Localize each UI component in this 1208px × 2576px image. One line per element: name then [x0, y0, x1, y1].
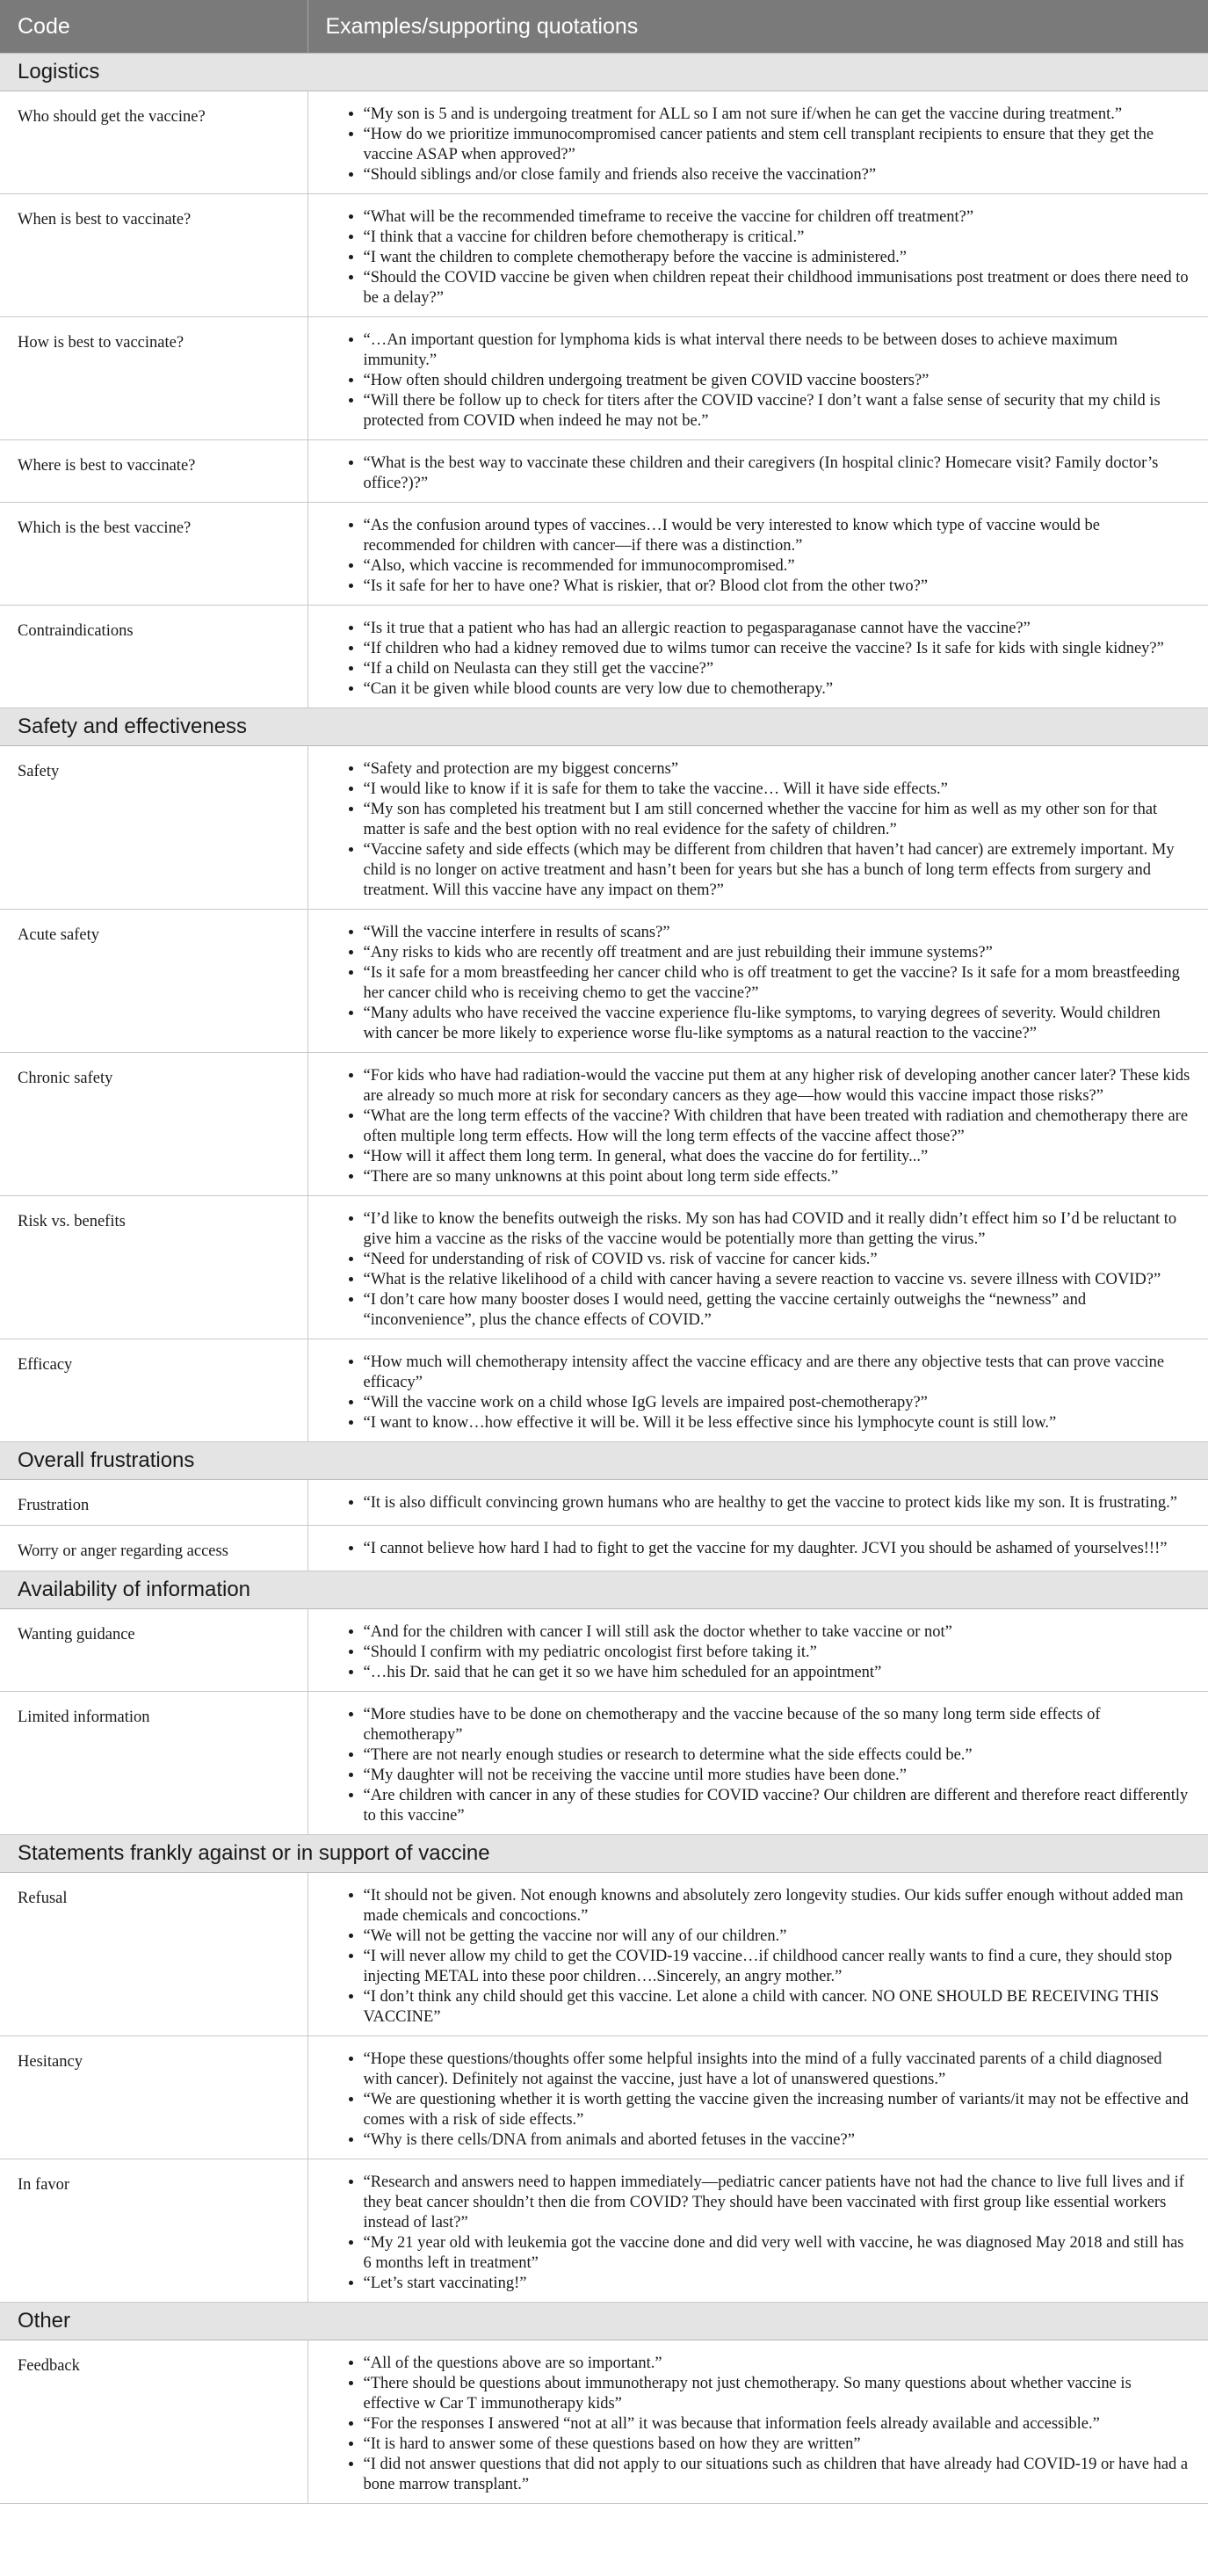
quotation-item: • “What is the relative likelihood of a child with cancer having a severe reaction to vaccine vs. severe illness with COVID?”	[364, 1270, 1191, 1290]
table-row	[0, 2159, 1208, 2303]
section-title: Availability of information	[0, 1571, 1208, 1609]
quotation-item: • “All of the questions above are so important.”	[364, 2354, 1191, 2374]
quotation-item: • “For kids who have had radiation-would the vaccine put them at any higher risk of developing another cancer later? These kids are already so much more at risk for secondary cancers as they age—how would this vaccine impact those risks?”	[364, 1066, 1191, 1107]
quotations-cell	[307, 1526, 1208, 1571]
quotation-item: • “Hope these questions/thoughts offer some helpful insights into the mind of a fully vaccinated parents of a child diagnosed with cancer). Definitely not against the vaccine, just have a lot of unanswered questions.”	[364, 2050, 1191, 2090]
quotation-item: • “Will there be follow up to check for titers after the COVID vaccine? I don’t want a false sense of security that my child is protected from COVID when indeed he may not be.”	[364, 391, 1191, 432]
quotation-item: • “For the responses I answered “not at all” it was because that information feels already available and accessible.”	[364, 2414, 1191, 2435]
quotation-item: • “Safety and protection are my biggest concerns”	[364, 759, 1191, 780]
quotation-item: • “What is the best way to vaccinate these children and their caregivers (In hospital clinic? Homecare visit? Family doctor’s office?)?”	[364, 454, 1191, 494]
quotation-item: • “How will it affect them long term. In general, what does the vaccine do for fertility...”	[364, 1147, 1191, 1167]
quotation-item: • “We are questioning whether it is worth getting the vaccine given the increasing number of variants/it may not be effective and comes with a risk of side effects.”	[364, 2090, 1191, 2130]
quotation-item: • “I did not answer questions that did not apply to our situations such as children that have already had COVID-19 or have had a bone marrow transplant.”	[364, 2455, 1191, 2495]
code-cell: Contraindications	[0, 606, 307, 708]
quotation-list	[335, 2354, 1191, 2495]
table-row	[0, 2036, 1208, 2159]
quotations-cell	[307, 1692, 1208, 1835]
quotations-cell	[307, 746, 1208, 910]
quotations-cell	[307, 91, 1208, 194]
table-row	[0, 1692, 1208, 1835]
section-title: Overall frustrations	[0, 1442, 1208, 1480]
table-row	[0, 440, 1208, 503]
table-row	[0, 910, 1208, 1053]
quotation-list	[335, 1066, 1191, 1187]
table-row	[0, 91, 1208, 194]
quotations-cell	[307, 2340, 1208, 2504]
code-cell: Efficacy	[0, 1339, 307, 1442]
code-cell: In favor	[0, 2159, 307, 2303]
quotation-item: • “Research and answers need to happen immediately—pediatric cancer patients have not had the chance to live full lives and if they beat cancer shouldn’t then die from COVID? They should have been vaccinated with first group like essential workers instead of last?”	[364, 2173, 1191, 2233]
code-cell: Where is best to vaccinate?	[0, 440, 307, 503]
quotation-item: • “Also, which vaccine is recommended for immunocompromised.”	[364, 556, 1191, 577]
quotations-cell	[307, 1480, 1208, 1526]
quotation-item: • “My son has completed his treatment but I am still concerned whether the vaccine for him as well as my other son for that matter is safe and the best option with no real evidence for the safety of children.”	[364, 800, 1191, 840]
quotations-cell	[307, 1339, 1208, 1442]
quotation-item: • “If children who had a kidney removed due to wilms tumor can receive the vaccine? Is it safe for kids with single kidney?”	[364, 639, 1191, 659]
code-cell: Wanting guidance	[0, 1609, 307, 1692]
quotation-item: • “Are children with cancer in any of these studies for COVID vaccine? Our children are different and therefore react differently to this vaccine”	[364, 1786, 1191, 1826]
table-row	[0, 746, 1208, 910]
quotation-list	[335, 1886, 1191, 2028]
quotations-cell	[307, 503, 1208, 606]
quotations-cell	[307, 317, 1208, 440]
quotation-item: • “It should not be given. Not enough knowns and absolutely zero longevity studies. Our kids suffer enough without added man made chemicals and concoctions.”	[364, 1886, 1191, 1927]
quotation-item: • “I want the children to complete chemotherapy before the vaccine is administered.”	[364, 248, 1191, 268]
quotation-item: • “It is also difficult convincing grown humans who are healthy to get the vaccine to protect kids like my son. It is frustrating.”	[364, 1493, 1191, 1513]
quotation-item: • “There are so many unknowns at this point about long term side effects.”	[364, 1167, 1191, 1187]
quotation-item: • “We will not be getting the vaccine nor will any of our children.”	[364, 1927, 1191, 1947]
quotation-list	[335, 2173, 1191, 2294]
quotation-list	[335, 1705, 1191, 1826]
quotation-item: • “I would like to know if it is safe for them to take the vaccine… Will it have side effects.”	[364, 780, 1191, 800]
quotations-cell	[307, 910, 1208, 1053]
quotation-item: • “There should be questions about immunotherapy not just chemotherapy. So many questions about whether vaccine is effective w Car T immunotherapy kids”	[364, 2374, 1191, 2414]
table-header-row	[0, 0, 1208, 54]
quotation-list	[335, 1209, 1191, 1331]
code-cell: Refusal	[0, 1873, 307, 2036]
code-cell: Hesitancy	[0, 2036, 307, 2159]
quotation-item: • “…his Dr. said that he can get it so we have him scheduled for an appointment”	[364, 1663, 1191, 1683]
quotation-item: • “Vaccine safety and side effects (which may be different from children that haven’t had cancer) are extremely important. My child is no longer on active treatment and hasn’t been for years but she has a bunch of long term effects from surgery and treatment. Will this vaccine have any impact on them?”	[364, 840, 1191, 901]
code-cell: Chronic safety	[0, 1053, 307, 1196]
quotation-list	[335, 759, 1191, 901]
quotation-list	[335, 923, 1191, 1044]
quotation-item: • “Should I confirm with my pediatric oncologist first before taking it.”	[364, 1643, 1191, 1663]
quotations-cell	[307, 1053, 1208, 1196]
quotation-list	[335, 454, 1191, 494]
quotation-item: • “I think that a vaccine for children before chemotherapy is critical.”	[364, 228, 1191, 248]
code-cell: Acute safety	[0, 910, 307, 1053]
quotation-item: • “Will the vaccine interfere in results of scans?”	[364, 923, 1191, 943]
quotation-item: • “Can it be given while blood counts are very low due to chemotherapy.”	[364, 679, 1191, 700]
quotations-cell	[307, 2159, 1208, 2303]
quotation-item: • “I don’t think any child should get this vaccine. Let alone a child with cancer. NO ONE SHOULD BE RECEIVING THIS VACCINE”	[364, 1987, 1191, 2028]
table-row	[0, 194, 1208, 317]
quotation-list	[335, 330, 1191, 432]
section-title: Statements frankly against or in support of vaccine	[0, 1835, 1208, 1873]
column-header-code: Code	[0, 0, 307, 54]
code-cell: Limited information	[0, 1692, 307, 1835]
quotation-item: • “My son is 5 and is undergoing treatment for ALL so I am not sure if/when he can get the vaccine during treatment.”	[364, 105, 1191, 125]
quotation-item: • “As the confusion around types of vaccines…I would be very interested to know which type of vaccine would be recommended for children with cancer—if there was a distinction.”	[364, 516, 1191, 556]
quotations-cell	[307, 2036, 1208, 2159]
quotation-item: • “Why is there cells/DNA from animals and aborted fetuses in the vaccine?”	[364, 2130, 1191, 2151]
quotation-item: • “I will never allow my child to get the COVID-19 vaccine…if childhood cancer really wants to find a cure, they should stop injecting METAL into these poor children….Sincerely, an angry mother.”	[364, 1947, 1191, 1987]
table-row	[0, 503, 1208, 606]
table-row	[0, 1526, 1208, 1571]
code-cell: Risk vs. benefits	[0, 1196, 307, 1339]
quotation-item: • “Should siblings and/or close family and friends also receive the vaccination?”	[364, 165, 1191, 185]
table-row	[0, 606, 1208, 708]
quotation-item: • “It is hard to answer some of these questions based on how they are written”	[364, 2435, 1191, 2455]
quotation-item: • “How much will chemotherapy intensity affect the vaccine efficacy and are there any objective tests that can prove vaccine efficacy”	[364, 1353, 1191, 1393]
quotations-cell	[307, 1196, 1208, 1339]
section-header-row	[0, 2303, 1208, 2340]
quotation-list	[335, 1622, 1191, 1683]
quotation-item: • “My daughter will not be receiving the vaccine until more studies have been done.”	[364, 1766, 1191, 1786]
table-row	[0, 1480, 1208, 1526]
table-row	[0, 1196, 1208, 1339]
quotation-list	[335, 516, 1191, 597]
section-header-row	[0, 1442, 1208, 1480]
quotation-list	[335, 1493, 1191, 1513]
code-cell: Worry or anger regarding access	[0, 1526, 307, 1571]
section-header-row	[0, 708, 1208, 746]
quotation-item: • “Let’s start vaccinating!”	[364, 2274, 1191, 2294]
section-title: Logistics	[0, 54, 1208, 91]
table-row	[0, 1609, 1208, 1692]
section-header-row	[0, 1571, 1208, 1609]
quotation-item: • “Need for understanding of risk of COVID vs. risk of vaccine for cancer kids.”	[364, 1250, 1191, 1270]
quotation-list	[335, 2050, 1191, 2151]
quotation-item: • “How do we prioritize immunocompromised cancer patients and stem cell transplant recipients to ensure that they get the vaccine ASAP when approved?”	[364, 125, 1191, 165]
quotation-item: • “I don’t care how many booster doses I would need, getting the vaccine certainly outweighs the “newness” and “inconvenience”, plus the chance effects of COVID.”	[364, 1290, 1191, 1331]
table-row	[0, 2340, 1208, 2504]
table-row	[0, 1339, 1208, 1442]
quotation-item: • “What will be the recommended timeframe to receive the vaccine for children off treatment?”	[364, 207, 1191, 228]
quotation-list	[335, 1539, 1191, 1559]
quotation-item: • “More studies have to be done on chemotherapy and the vaccine because of the so many long term side effects of chemotherapy”	[364, 1705, 1191, 1745]
code-cell: Safety	[0, 746, 307, 910]
code-cell: How is best to vaccinate?	[0, 317, 307, 440]
code-cell: Which is the best vaccine?	[0, 503, 307, 606]
quotation-item: • “What are the long term effects of the vaccine? With children that have been treated with radiation and chemotherapy there are often multiple long term effects. How will the long term effects of the vaccine affect those?”	[364, 1107, 1191, 1147]
section-title: Safety and effectiveness	[0, 708, 1208, 746]
code-cell: Feedback	[0, 2340, 307, 2504]
quotation-item: • “There are not nearly enough studies or research to determine what the side effects could be.”	[364, 1745, 1191, 1766]
quotation-list	[335, 207, 1191, 308]
column-header-quotations: Examples/supporting quotations	[307, 0, 1208, 54]
quotations-cell	[307, 1609, 1208, 1692]
section-title: Other	[0, 2303, 1208, 2340]
quotation-item: • “…An important question for lymphoma kids is what interval there needs to be between doses to achieve maximum immunity.”	[364, 330, 1191, 371]
quotation-item: • “Is it true that a patient who has had an allergic reaction to pegasparaganase cannot have the vaccine?”	[364, 619, 1191, 639]
quotations-cell	[307, 194, 1208, 317]
quotation-item: • “I cannot believe how hard I had to fight to get the vaccine for my daughter. JCVI you should be ashamed of yourselves!!!”	[364, 1539, 1191, 1559]
quotation-item: • “Is it safe for a mom breastfeeding her cancer child who is off treatment to get the vaccine? Is it safe for a mom breastfeeding her cancer child who is receiving chemo to get the vaccine?”	[364, 963, 1191, 1004]
quotations-cell	[307, 440, 1208, 503]
quotations-cell	[307, 1873, 1208, 2036]
quotation-item: • “I’d like to know the benefits outweigh the risks. My son has had COVID and it really didn’t effect him so I’d be reluctant to give him a vaccine as the risks of the vaccine would be potentially more than getting the virus.”	[364, 1209, 1191, 1250]
section-header-row	[0, 1835, 1208, 1873]
quotation-item: • “How often should children undergoing treatment be given COVID vaccine boosters?”	[364, 371, 1191, 391]
quotation-item: • “Will the vaccine work on a child whose IgG levels are impaired post-chemotherapy?”	[364, 1393, 1191, 1413]
table-body	[0, 54, 1208, 2504]
quotation-item: • “Many adults who have received the vaccine experience flu-like symptoms, to varying degrees of severity. Would children with cancer be more likely to experience worse flu-like symptoms as a natural reaction to the vaccine?”	[364, 1004, 1191, 1044]
code-cell: When is best to vaccinate?	[0, 194, 307, 317]
section-header-row	[0, 54, 1208, 91]
quotation-list	[335, 1353, 1191, 1433]
quotation-item: • “Should the COVID vaccine be given when children repeat their childhood immunisations post treatment or does there need to be a delay?”	[364, 268, 1191, 308]
code-cell: Frustration	[0, 1480, 307, 1526]
quotation-list	[335, 105, 1191, 185]
code-cell: Who should get the vaccine?	[0, 91, 307, 194]
quotation-item: • “I want to know…how effective it will be. Will it be less effective since his lymphocyte count is still low.”	[364, 1413, 1191, 1433]
table-row	[0, 317, 1208, 440]
quotation-item: • “My 21 year old with leukemia got the vaccine done and did very well with vaccine, he was diagnosed May 2018 and still has 6 months left in treatment”	[364, 2233, 1191, 2274]
table-row	[0, 1053, 1208, 1196]
quotation-item: • “If a child on Neulasta can they still get the vaccine?”	[364, 659, 1191, 679]
quotation-item: • “Any risks to kids who are recently off treatment and are just rebuilding their immune systems?”	[364, 943, 1191, 963]
quotation-item: • “And for the children with cancer I will still ask the doctor whether to take vaccine or not”	[364, 1622, 1191, 1643]
quotations-cell	[307, 606, 1208, 708]
table-row	[0, 1873, 1208, 2036]
quotation-list	[335, 619, 1191, 700]
quotation-item: • “Is it safe for her to have one? What is riskier, that or? Blood clot from the other two?”	[364, 577, 1191, 597]
